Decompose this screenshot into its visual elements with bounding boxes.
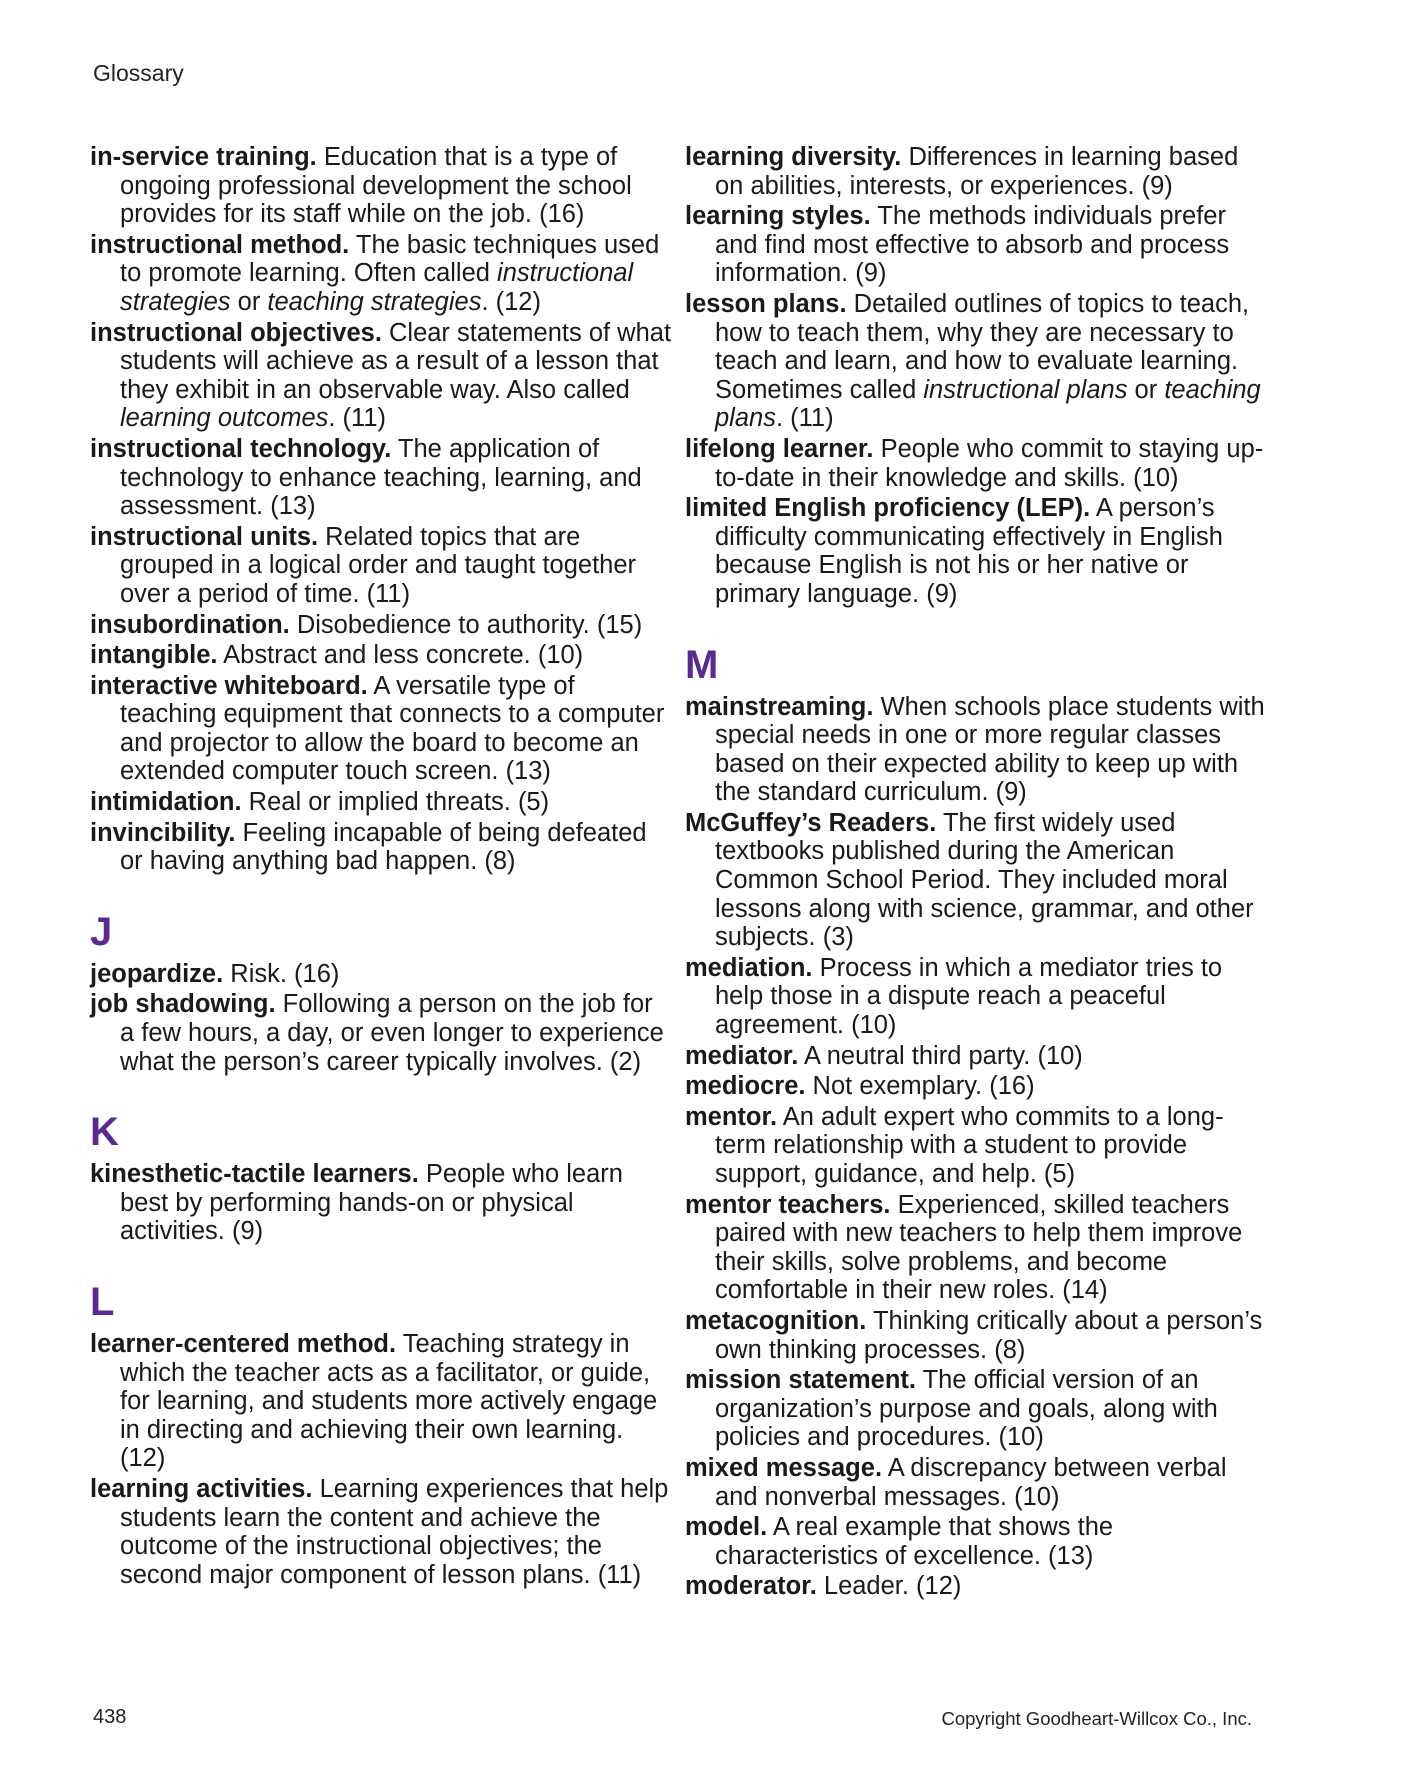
glossary-definition: Detailed outlines of topics to teach, how to teach them, why they are necessary to teach and learn, and how to evaluate learning. Sometimes called instructional plans or teaching plans. (11) [715,289,1261,433]
glossary-definition: Learning experiences that help students learn the content and achieve the outcome of the instructional objectives; the second major component of lesson plans. (11) [120,1474,669,1589]
glossary-entry [90,523,672,609]
glossary-definition: Disobedience to authority. (15) [289,610,643,639]
glossary-term: intangible. [90,641,218,670]
glossary-definition: Leader. (12) [816,1572,962,1601]
glossary-entry [685,1072,1265,1101]
glossary-entry [685,494,1265,608]
glossary-definition: A versatile type of teaching equipment that connects to a computer and projector to allow the board to become an extended computer touch screen. (13) [120,671,665,786]
glossary-definition: Process in which a mediator tries to help those in a dispute reach a peaceful agreement. (10) [715,953,1223,1040]
glossary-term: mediator. [685,1041,799,1070]
glossary-entry [90,611,672,640]
glossary-term: mentor. [685,1102,778,1131]
glossary-term: invincibility. [90,818,236,847]
glossary-definition: Feeling incapable of being defeated or having anything bad happen. (8) [120,818,647,876]
glossary-entry [685,1103,1265,1189]
glossary-definition: The first widely used textbooks published during the American Common School Period. They included moral lessons along with science, grammar, and other subjects. (3) [715,808,1254,952]
section-letter-j: J [90,909,113,954]
glossary-definition: The official version of an organization’s purpose and goals, along with policies and procedures. (10) [715,1366,1218,1452]
glossary-definition: An adult expert who commits to a long-term relationship with a student to provide support, guidance, and help. (5) [715,1102,1224,1188]
glossary-entry [685,954,1265,1040]
glossary-definition: The application of technology to enhance teaching, learning, and assessment. (13) [120,434,642,521]
section-letter-l: L [90,1280,115,1324]
copyright-notice: Copyright Goodheart-Willcox Co., Inc. [941,1708,1252,1729]
glossary-term: intimidation. [90,788,242,817]
glossary-entry [685,202,1265,288]
glossary-definition: Clear statements of what students will achieve as a result of a lesson that they exhibit in an observable way. Also called learning outcomes. (11) [120,318,672,433]
glossary-entry [90,1475,672,1589]
running-header: Glossary [93,60,184,86]
page-number: 438 [93,1706,127,1728]
glossary-definition: Risk. (16) [223,959,340,988]
glossary-entry [90,143,672,229]
glossary-entry [685,1042,1265,1071]
glossary-definition: Following a person on the job for a few hours, a day, or even longer to experience what the person’s career typically involves. (2) [120,990,664,1076]
glossary-entry [685,1307,1265,1364]
glossary-definition: Education that is a type of ongoing professional development the school provides for its staff while on the job. (16) [120,143,632,229]
glossary-column-right [685,143,1265,1603]
glossary-term: moderator. [685,1572,817,1601]
glossary-entry [90,960,672,989]
glossary-definition: When schools place students with special needs in one or more regular classes based on their expected ability to keep up with the standard curriculum. (9) [715,692,1265,807]
glossary-entry [90,990,672,1076]
glossary-term: instructional method. [90,230,350,259]
glossary-term: limited English proficiency (LEP). [685,494,1091,523]
glossary-term: mentor teachers. [685,1190,891,1219]
glossary-definition: The methods individuals prefer and find most effective to absorb and process information. (9) [715,202,1230,288]
section-letter-m: M [685,642,719,687]
glossary-term: in-service training. [90,143,317,171]
glossary-entry [685,1572,1265,1601]
glossary-term: mission statement. [685,1366,916,1395]
glossary-term: metacognition. [685,1306,867,1335]
glossary-term: model. [685,1513,768,1542]
glossary-definition: Not exemplary. (16) [805,1072,1035,1101]
glossary-entry [90,231,672,317]
glossary-term: instructional units. [90,522,319,551]
glossary-definition: Related topics that are grouped in a logical order and taught together over a period of time. (11) [120,522,637,608]
glossary-entry [90,819,672,876]
glossary-entry [90,641,672,670]
glossary-term: learning activities. [90,1474,313,1503]
glossary-definition: The basic techniques used to promote learning. Often called instructional strategies or teaching strategies. (12) [120,230,660,316]
glossary-term: mediocre. [685,1072,806,1101]
glossary-term: learning diversity. [685,143,902,171]
glossary-term: lifelong learner. [685,434,874,463]
glossary-entry [685,1191,1265,1305]
glossary-definition: A discrepancy between verbal and nonverbal messages. (10) [715,1453,1227,1511]
glossary-term: instructional technology. [90,434,392,463]
glossary-column-left [90,143,672,1591]
glossary-term: learner-centered method. [90,1330,397,1358]
glossary-term: kinesthetic-tactile learners. [90,1160,419,1189]
glossary-entry [685,435,1265,492]
glossary-definition: Real or implied threats. (5) [241,788,550,817]
glossary-entry [90,672,672,786]
glossary-term: mixed message. [685,1453,883,1482]
glossary-definition: Teaching strategy in which the teacher acts as a facilitator, or guide, for learning, and students more actively engage in directing and achieving their own learning. (12) [120,1330,658,1473]
glossary-term: insubordination. [90,610,290,639]
glossary-definition: A real example that shows the characteristics of excellence. (13) [715,1513,1114,1570]
glossary-entry [685,143,1265,200]
glossary-definition: Abstract and less concrete. (10) [217,641,584,670]
glossary-term: job shadowing. [90,990,276,1019]
glossary-entry [685,290,1265,433]
glossary-term: learning styles. [685,202,871,231]
glossary-term: mainstreaming. [685,692,874,721]
glossary-entry [685,1454,1265,1511]
glossary-term: mediation. [685,953,813,982]
glossary-definition: People who commit to staying up-to-date in their knowledge and skills. (10) [715,434,1264,492]
glossary-definition: Thinking critically about a person’s own thinking processes. (8) [715,1306,1263,1364]
glossary-definition: Differences in learning based on abilities, interests, or experiences. (9) [715,143,1239,200]
glossary-entry [685,693,1265,807]
glossary-entry [685,809,1265,952]
glossary-definition: A person’s difficulty communicating effectively in English because English is not his or her native or primary language. (9) [715,494,1223,608]
glossary-definition: Experienced, skilled teachers paired with new teachers to help them improve their skills, solve problems, and become comfortable in their new roles. (14) [715,1190,1243,1305]
glossary-entry [90,1160,672,1246]
glossary-definition: People who learn best by performing hands-on or physical activities. (9) [120,1160,623,1246]
glossary-entry [90,319,672,433]
glossary-term: jeopardize. [90,959,224,988]
glossary-entry [90,788,672,817]
glossary-term: instructional objectives. [90,318,382,347]
glossary-entry [90,435,672,521]
glossary-entry [90,1330,672,1473]
glossary-term: McGuffey’s Readers. [685,808,937,837]
glossary-definition: A neutral third party. (10) [798,1041,1083,1070]
glossary-entry [685,1513,1265,1570]
glossary-term: interactive whiteboard. [90,671,368,700]
glossary-entry [685,1366,1265,1452]
glossary-term: lesson plans. [685,289,847,318]
section-letter-k: K [90,1110,119,1155]
